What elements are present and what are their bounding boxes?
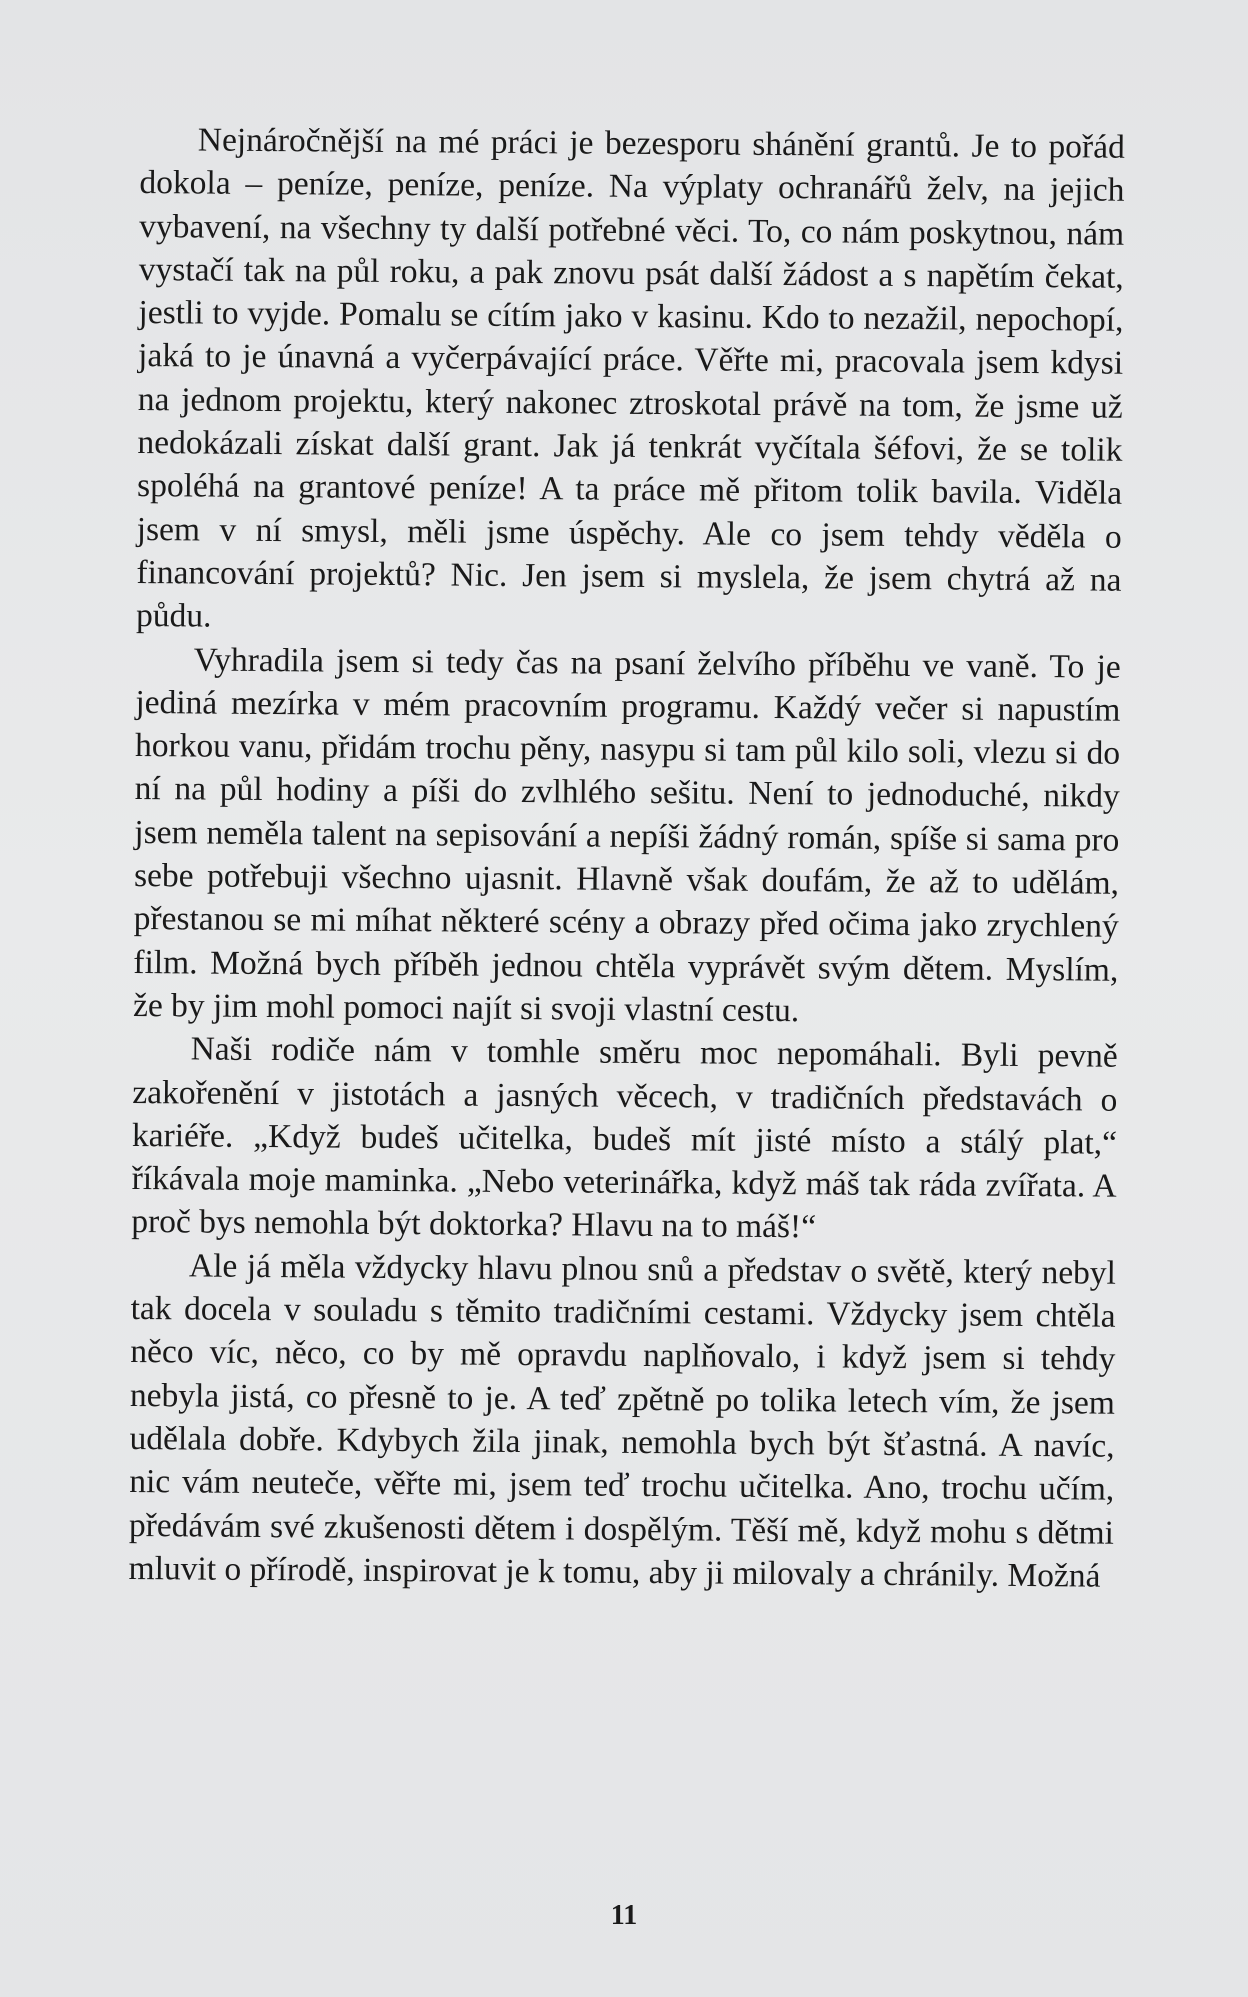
paragraph-4: Ale já měla vždycky hlavu plnou snů a představ o světě, který nebyl tak docela v souladu s těmito tradičními cestami. Vždycky jsem chtěla něco víc, něco, co by mě opravdu naplňovalo, i když jsem si tehdy nebyla jistá, co přesně to je. A teď zpětně po tolika letech vím, že jsem udělala dobře. Kdybych žila jinak, nemohla bych být šťastná. A navíc, nic vám neuteče, věřte mi, jsem teď trochu učitelka. Ano, trochu učím, předávám své zkušenosti dětem i dospělým. Těší mě, když mohu s dětmi mluvit o přírodě, inspirovat je k tomu, aby ji milovaly a chránily. Možná — [128, 1247, 1117, 1595]
paragraph-3: Naši rodiče nám v tomhle směru moc nepomáhali. Byli pevně zakořenění v jistotách a jasných věcech, v tradičních představách o kariéře. „Když budeš učitelka, budeš mít jisté místo a stálý plat,“ říkávala moje maminka. „Nebo veterinářka, když máš tak ráda zvířata. A proč bys nemohla být doktorka? Hlavu na to máš!“ — [131, 1030, 1118, 1246]
paragraph-2: Vyhradila jsem si tedy čas na psaní želvího příběhu ve vaně. To je jediná mezírka v mém pracovním programu. Každý večer si napustím horkou vanu, přidám trochu pěny, nasypu si tam půl kilo soli, vlezu si do ní na půl hodiny a píši do zvlhlého sešitu. Není to jednoduché, nikdy jsem neměla talent na sepisování a nepíši žádný román, spíše si sama pro sebe potřebuji všechno ujasnit. Hlavně však doufám, že až to udělám, přestanou se mi míhat některé scény a obrazy před očima jako zrychlený film. Možná bych příběh jednou chtěla vyprávět svým dětem. Myslím, že by jim mohl pomoci najít si svoji vlastní cestu. — [132, 641, 1121, 1030]
page-number: 11 — [610, 1900, 638, 1931]
body-text — [128, 118, 1125, 1598]
paragraph-1: Nejnáročnější na mé práci je bezesporu shánění grantů. Je to pořád dokola – peníze, peníze, peníze. Na výplaty ochranářů želv, na jejich vybavení, na všechny ty další potřebné věci. To, co nám poskytnou, nám vystačí tak na půl roku, a pak znovu psát další žádost a s napětím čekat, jestli to vyjde. Pomalu se cítím jako v kasinu. Kdo to nezažil, nepochopí, jaká to je únavná a vyčerpávající práce. Věřte mi, pracovala jsem kdysi na jednom projektu, který nakonec ztroskotal právě na tom, že jsme už nedokázali získat další grant. Jak já tenkrát vyčítala šéfovi, že se tolik spoléhá na grantové peníze! A ta práce mě přitom tolik bavila. Viděla jsem v ní smysl, měli jsme úspěchy. Ale co jsem tehdy věděla o financování projektů? Nic. Jen jsem si myslela, že jsem chytrá až na půdu. — [135, 121, 1125, 635]
